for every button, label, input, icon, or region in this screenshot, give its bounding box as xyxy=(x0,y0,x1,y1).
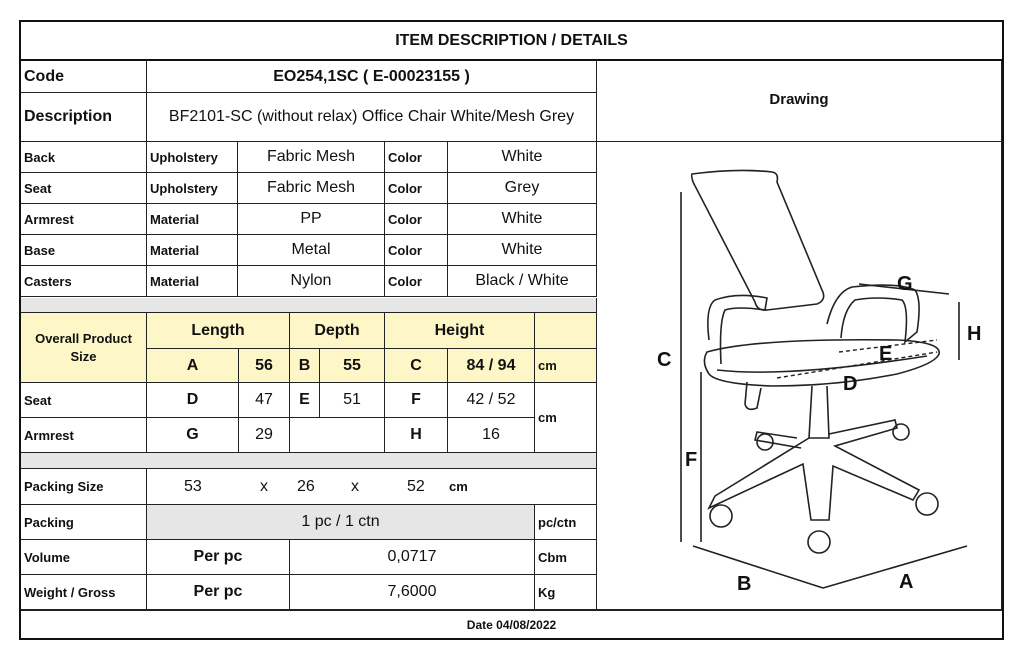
code-label: Code xyxy=(21,61,147,93)
spec-sheet xyxy=(19,20,1004,640)
separator-row-2 xyxy=(21,453,597,469)
letter-a: A xyxy=(899,571,914,593)
packing-length: 53 xyxy=(184,477,202,495)
size-e-value: 51 xyxy=(320,383,385,418)
letter-g: G xyxy=(897,273,913,295)
description-value: BF2101-SC (without relax) Office Chair White/Mesh Grey xyxy=(147,93,597,142)
letter-e: E xyxy=(879,343,893,365)
weight-value: 7,6000 xyxy=(290,575,535,610)
size-header-blank xyxy=(535,313,597,349)
dim-a xyxy=(823,546,967,588)
size-unit-2: cm xyxy=(535,383,597,453)
material-material-casters: Nylon xyxy=(238,266,385,297)
letter-f: F xyxy=(685,449,698,471)
material-color-armrest: White xyxy=(448,204,597,235)
left-armrest-shape xyxy=(708,295,767,364)
size-blank xyxy=(290,418,385,453)
separator-row xyxy=(21,298,597,313)
dim-b xyxy=(693,546,823,588)
material-color-back: White xyxy=(448,142,597,173)
base-star xyxy=(709,420,919,520)
letter-b: B xyxy=(737,573,752,595)
material-material-armrest: PP xyxy=(238,204,385,235)
size-a-value: 56 xyxy=(239,349,290,383)
material-color-label-back: Color xyxy=(385,142,448,173)
size-g-label: G xyxy=(147,418,239,453)
material-material-seat: Fabric Mesh xyxy=(238,173,385,204)
caster-3 xyxy=(916,493,938,515)
packing-width: 26 xyxy=(297,477,315,495)
material-color-label-casters: Color xyxy=(385,266,448,297)
packing-unit: pc/ctn xyxy=(535,505,597,540)
size-c-value: 84 / 94 xyxy=(448,349,535,383)
seat-size-label: Seat xyxy=(21,383,147,418)
overall-size-label: Overall Product Size xyxy=(21,313,147,383)
size-d-label: D xyxy=(147,383,239,418)
material-part-base: Base xyxy=(21,235,147,266)
material-color-seat: Grey xyxy=(448,173,597,204)
packing-size-label: Packing Size xyxy=(21,469,147,505)
drawing-label: Drawing xyxy=(597,61,1002,142)
seat-shape xyxy=(704,340,939,386)
size-e-label: E xyxy=(290,383,320,418)
size-f-value: 42 / 52 xyxy=(448,383,535,418)
packing-value: 1 pc / 1 ctn xyxy=(147,505,535,540)
material-part-seat: Seat xyxy=(21,173,147,204)
material-part-armrest: Armrest xyxy=(21,204,147,235)
size-h-value: 16 xyxy=(448,418,535,453)
weight-per: Per pc xyxy=(147,575,290,610)
height-header: Height xyxy=(385,313,535,349)
material-color-casters: Black / White xyxy=(448,266,597,297)
letter-d: D xyxy=(843,373,858,395)
weight-label: Weight / Gross xyxy=(21,575,147,610)
volume-value: 0,0717 xyxy=(290,540,535,575)
material-attr-back: Upholstery xyxy=(147,142,238,173)
drawing-area xyxy=(597,142,1002,610)
material-part-casters: Casters xyxy=(21,266,147,297)
packing-size-values xyxy=(147,469,597,505)
material-part-back: Back xyxy=(21,142,147,173)
caster-1 xyxy=(710,505,732,527)
size-a-label: A xyxy=(147,349,239,383)
material-attr-base: Material xyxy=(147,235,238,266)
size-b-value: 55 xyxy=(320,349,385,383)
letter-h: H xyxy=(967,323,982,345)
caster-2 xyxy=(808,531,830,553)
length-header: Length xyxy=(147,313,290,349)
volume-per: Per pc xyxy=(147,540,290,575)
material-material-back: Fabric Mesh xyxy=(238,142,385,173)
backrest-shape xyxy=(692,170,824,310)
armrest-size-label: Armrest xyxy=(21,418,147,453)
letter-c: C xyxy=(657,349,672,371)
packing-label: Packing xyxy=(21,505,147,540)
packing-size-unit: cm xyxy=(449,479,468,494)
volume-unit: Cbm xyxy=(535,540,597,575)
size-b-label: B xyxy=(290,349,320,383)
packing-height: 52 xyxy=(407,477,425,495)
chair-drawing xyxy=(597,142,1002,610)
material-color-label-seat: Color xyxy=(385,173,448,204)
size-h-label: H xyxy=(385,418,448,453)
gas-lift xyxy=(809,386,829,438)
material-color-label-base: Color xyxy=(385,235,448,266)
size-c-label: C xyxy=(385,349,448,383)
caster-4 xyxy=(893,424,909,440)
size-unit: cm xyxy=(535,349,597,383)
material-color-base: White xyxy=(448,235,597,266)
material-attr-armrest: Material xyxy=(147,204,238,235)
date-footer: Date 04/08/2022 xyxy=(21,610,1002,638)
packing-x1: x xyxy=(260,477,268,495)
material-material-base: Metal xyxy=(238,235,385,266)
description-label: Description xyxy=(21,93,147,142)
size-d-value: 47 xyxy=(239,383,290,418)
volume-label: Volume xyxy=(21,540,147,575)
material-color-label-armrest: Color xyxy=(385,204,448,235)
sheet-title: ITEM DESCRIPTION / DETAILS xyxy=(21,22,1002,61)
size-f-label: F xyxy=(385,383,448,418)
weight-unit: Kg xyxy=(535,575,597,610)
packing-x2: x xyxy=(351,477,359,495)
size-g-value: 29 xyxy=(239,418,290,453)
code-value: EO254,1SC ( E-00023155 ) xyxy=(147,61,597,93)
material-attr-seat: Upholstery xyxy=(147,173,238,204)
material-attr-casters: Material xyxy=(147,266,238,297)
depth-header: Depth xyxy=(290,313,385,349)
